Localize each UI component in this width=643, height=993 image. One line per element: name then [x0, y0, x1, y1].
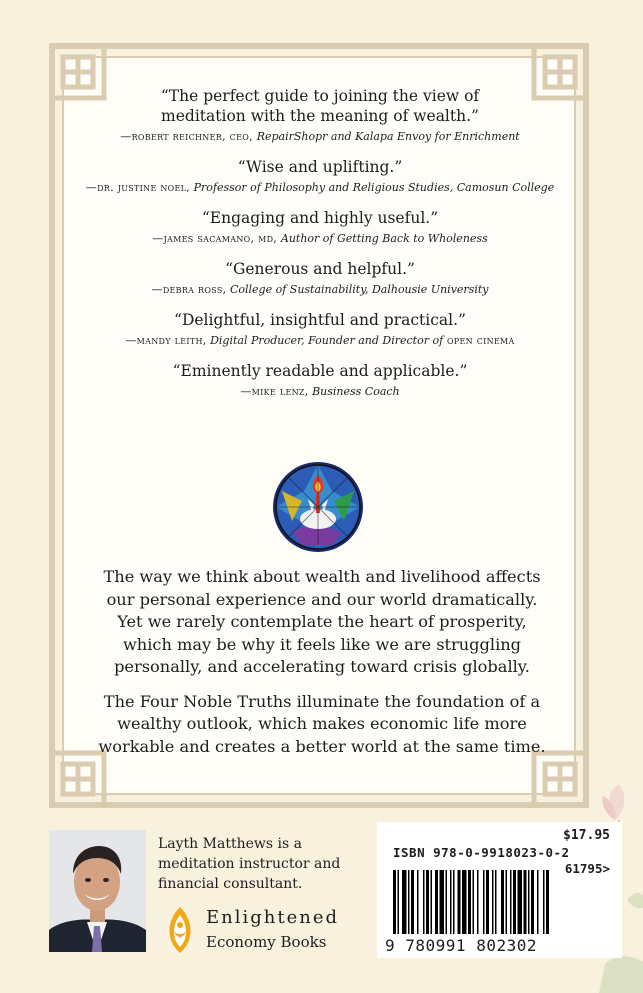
price-label: $17.95 — [563, 828, 610, 843]
barcode-bar — [486, 870, 489, 934]
author-photo — [49, 830, 146, 952]
quote-author: —robert reichner, — [120, 130, 226, 143]
publisher-logo — [160, 901, 380, 961]
barcode-bar — [510, 870, 512, 934]
publisher-name-line1: Enlightened — [206, 907, 340, 928]
quote-affiliation: Professor of Philosophy and Religious Studies, Camosun College — [193, 181, 555, 194]
endorsement — [75, 310, 565, 349]
endorsement — [75, 86, 565, 145]
barcode-bar — [435, 870, 438, 934]
quote-affiliation: Digital Producer, Founder and Director of — [210, 334, 444, 347]
endorsement — [75, 361, 565, 400]
barcode-bar — [402, 870, 407, 934]
price-addon-code: 61795> — [564, 861, 610, 876]
barcode-bar — [495, 870, 497, 934]
barcode-bar — [492, 870, 494, 934]
barcode-digits: 9 780991 802302 — [385, 936, 537, 955]
quote-attribution — [75, 129, 565, 145]
quote-affiliation: RepairShopr and Kalapa Envoy for Enrichment — [256, 130, 520, 143]
barcode-bar — [393, 870, 396, 934]
quote-attribution — [75, 282, 565, 298]
quote-author: —james sacamano, — [152, 232, 255, 245]
endorsements — [75, 86, 565, 412]
endorsement — [75, 157, 565, 196]
quote-attribution — [75, 180, 565, 196]
quote-attribution — [75, 333, 565, 349]
barcode-bar — [524, 870, 527, 934]
isbn-number: ISBN 978-0-9918023-0-2 — [393, 845, 570, 860]
barcode-bar — [423, 870, 425, 934]
description-paragraph: The way we think about wealth and livelihood affects our personal experience and our world dramatically. Yet we rarely contemplate the heart of prosperity, which may be why it feels like we are struggling personally, and accelerating toward crisis globally. — [103, 567, 541, 676]
barcode-bar — [417, 870, 419, 934]
barcode-bar — [408, 870, 410, 934]
barcode-bar — [506, 870, 508, 934]
quote-author: —mandy leith, — [125, 334, 207, 347]
barcode-bar — [468, 870, 471, 934]
barcode-bar — [462, 870, 467, 934]
quote-text: “Wise and uplifting.” — [237, 158, 403, 176]
endorsement — [75, 208, 565, 247]
barcode-bar — [398, 870, 400, 934]
barcode-bar — [531, 870, 534, 934]
barcode-bar — [513, 870, 516, 934]
quote-text: “Eminently readable and applicable.” — [172, 362, 468, 380]
publisher-name-line2: Economy Books — [206, 933, 327, 951]
description-paragraph: The Four Noble Truths illuminate the foundation of a wealthy outlook, which makes economic life more workable and creates a better world at the same time. — [98, 691, 546, 756]
barcode-bar — [440, 870, 445, 934]
quote-author: —dr. justine noel, — [85, 181, 191, 194]
barcode-bar — [477, 870, 479, 934]
quote-credential: md, — [254, 232, 281, 245]
quote-text: “Engaging and highly useful.” — [201, 209, 439, 227]
quote-text: “The perfect guide to joining the view of meditation with the meaning of wealth.” — [160, 87, 480, 125]
barcode-bar — [518, 870, 523, 934]
barcode-bar — [537, 870, 539, 934]
lotus-flame-icon — [162, 905, 198, 955]
barcode-bar — [426, 870, 429, 934]
stained-glass-medallion — [272, 461, 364, 553]
barcode-bar — [528, 870, 530, 934]
quote-affiliation-org: open cinema — [443, 334, 515, 347]
quote-text: “Delightful, insightful and practical.” — [174, 311, 466, 329]
endorsement — [75, 259, 565, 298]
quote-attribution — [75, 231, 565, 247]
barcode-bar — [546, 870, 549, 934]
barcode-bars — [393, 870, 609, 936]
barcode-bar — [431, 870, 433, 934]
barcode-bar — [458, 870, 461, 934]
quote-attribution — [75, 384, 565, 400]
quote-affiliation: Business Coach — [312, 385, 400, 398]
author-bio: Layth Matthews is a meditation instructor and financial consultant. — [158, 836, 341, 892]
quote-affiliation: College of Sustainability, Dalhousie University — [229, 283, 489, 296]
barcode-bar — [501, 870, 504, 934]
isbn-barcode — [377, 822, 622, 958]
quote-author: —debra ross, — [151, 283, 227, 296]
quote-text: “Generous and helpful.” — [225, 260, 415, 278]
barcode-bar — [453, 870, 455, 934]
quote-author: —mike lenz, — [240, 385, 309, 398]
barcode-bar — [446, 870, 448, 934]
quote-credential: ceo, — [225, 130, 257, 143]
barcode-bar — [450, 870, 452, 934]
book-description — [96, 566, 548, 770]
barcode-bar — [411, 870, 414, 934]
barcode-bar — [483, 870, 485, 934]
quote-affiliation: Author of Getting Back to Wholeness — [280, 232, 488, 245]
barcode-bar — [473, 870, 475, 934]
barcode-bar — [543, 870, 545, 934]
